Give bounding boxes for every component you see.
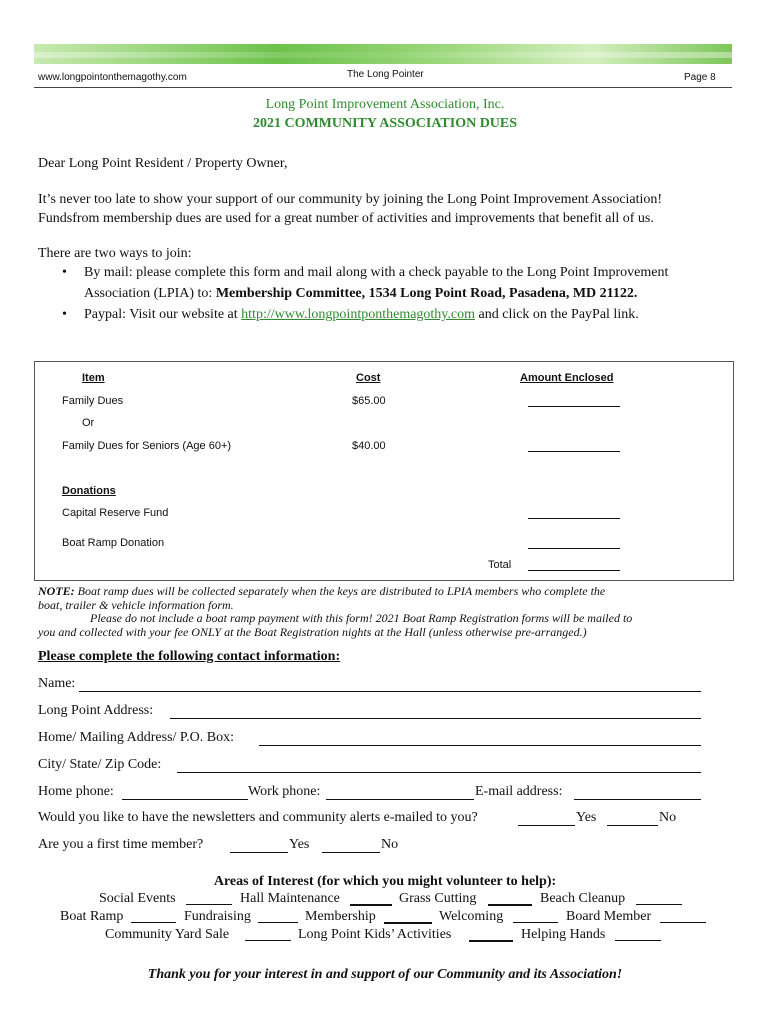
grass-cutting-field[interactable] bbox=[488, 904, 532, 906]
interest-social-events: Social Events bbox=[99, 891, 176, 906]
social-events-field[interactable] bbox=[186, 904, 232, 905]
amount-total-field[interactable] bbox=[528, 570, 620, 571]
interest-grass-cutting: Grass Cutting bbox=[399, 891, 477, 906]
interest-boat-ramp: Boat Ramp bbox=[60, 909, 124, 924]
home-address-label: Home/ Mailing Address/ P.O. Box: bbox=[38, 730, 235, 745]
bullet-dot: • bbox=[62, 265, 67, 280]
page-number: Page 8 bbox=[684, 72, 716, 83]
home-phone-field[interactable] bbox=[122, 799, 248, 800]
row-boat-ramp-donation: Boat Ramp Donation bbox=[62, 537, 165, 549]
interest-kids-activities: Long Point Kids’ Activities bbox=[298, 927, 452, 942]
row-family-dues: Family Dues bbox=[62, 395, 124, 407]
col-amount-header: Amount Enclosed bbox=[520, 372, 614, 384]
mail-address: Membership Committee, 1534 Long Point Road, Pasadena, MD 21122. bbox=[215, 286, 638, 301]
board-member-field[interactable] bbox=[660, 922, 706, 923]
total-label: Total bbox=[488, 559, 512, 571]
interest-board-member: Board Member bbox=[566, 909, 652, 924]
ways-intro: There are two ways to join: bbox=[38, 246, 192, 261]
note-text-1: Boat ramp dues will be collected separately when the keys are distributed to LPIA members who complete the bbox=[74, 584, 606, 598]
newsletter-yes-field[interactable] bbox=[518, 825, 575, 826]
beach-cleanup-field[interactable] bbox=[636, 904, 682, 905]
intro-line-1: It’s never too late to show your support of our community by joining the Long Point Improvement Association! bbox=[38, 192, 663, 207]
note-line-2: boat, trailer & vehicle information form. bbox=[38, 598, 234, 612]
yard-sale-field[interactable] bbox=[245, 940, 291, 941]
amount-family-dues-field[interactable] bbox=[528, 406, 620, 407]
amount-boat-ramp-field[interactable] bbox=[528, 548, 620, 549]
first-time-question: Are you a first time member? bbox=[38, 837, 204, 852]
bullet-dot: • bbox=[62, 307, 67, 322]
greeting: Dear Long Point Resident / Property Owner, bbox=[38, 156, 288, 171]
donations-header: Donations bbox=[62, 485, 116, 497]
newsletter-no-label: No bbox=[659, 810, 677, 825]
name-field[interactable] bbox=[79, 691, 701, 692]
boat-ramp-field[interactable] bbox=[131, 922, 176, 923]
note-line-3: Please do not include a boat ramp payment with this form! 2021 Boat Ramp Registration forms will be mailed to bbox=[90, 611, 633, 625]
newsletter-no-field[interactable] bbox=[607, 825, 658, 826]
interest-yard-sale: Community Yard Sale bbox=[105, 927, 230, 942]
col-item-header: Item bbox=[82, 372, 105, 384]
note-line-1 bbox=[38, 584, 605, 599]
interest-welcoming: Welcoming bbox=[439, 909, 504, 924]
helping-hands-field[interactable] bbox=[615, 940, 661, 941]
paypal-suffix: and click on the PayPal link. bbox=[475, 307, 639, 322]
bullet-mail-line-2 bbox=[84, 286, 637, 302]
home-address-field[interactable] bbox=[259, 745, 701, 746]
paypal-prefix: Paypal: Visit our website at bbox=[84, 307, 242, 322]
interest-membership: Membership bbox=[305, 909, 376, 924]
amount-capital-reserve-field[interactable] bbox=[528, 518, 620, 519]
contact-heading-colon: : bbox=[335, 649, 341, 664]
email-label: E-mail address: bbox=[475, 784, 563, 799]
kids-activities-field[interactable] bbox=[469, 940, 513, 942]
first-time-yes-field[interactable] bbox=[230, 852, 288, 853]
name-label: Name: bbox=[38, 676, 76, 691]
city-state-zip-field[interactable] bbox=[177, 772, 701, 773]
newsletter-question: Would you like to have the newsletters and community alerts e-mailed to you? bbox=[38, 810, 478, 825]
fundraising-field[interactable] bbox=[258, 922, 298, 923]
interest-fundraising: Fundraising bbox=[184, 909, 251, 924]
lp-address-field[interactable] bbox=[170, 718, 701, 719]
org-title: Long Point Improvement Association, Inc. bbox=[265, 97, 505, 112]
first-time-no-label: No bbox=[381, 837, 399, 852]
row-capital-reserve: Capital Reserve Fund bbox=[62, 507, 169, 519]
contact-heading bbox=[38, 649, 340, 665]
interest-hall-maintenance: Hall Maintenance bbox=[240, 891, 340, 906]
interests-heading: Areas of Interest (for which you might volunteer to help): bbox=[213, 874, 557, 889]
first-time-no-field[interactable] bbox=[322, 852, 380, 853]
membership-field[interactable] bbox=[384, 922, 432, 924]
row-senior-dues: Family Dues for Seniors (Age 60+) bbox=[62, 440, 232, 452]
cost-senior-dues: $40.00 bbox=[352, 440, 386, 452]
first-time-yes-label: Yes bbox=[289, 837, 310, 852]
note-line-4: you and collected with your fee ONLY at the Boat Registration nights at the Hall (unless otherwise pre-arranged.) bbox=[38, 625, 587, 639]
intro-line-2: Fundsfrom membership dues are used for a great number of activities and improvements that benefit all of us. bbox=[38, 211, 654, 226]
bullet-mail-line-1: By mail: please complete this form and mail along with a check payable to the Long Point Improvement bbox=[84, 265, 669, 280]
cost-family-dues: $65.00 bbox=[352, 395, 386, 407]
newsletter-name: The Long Pointer bbox=[347, 69, 424, 80]
closing-message: Thank you for your interest in and support of our Community and its Association! bbox=[147, 967, 623, 982]
work-phone-field[interactable] bbox=[326, 799, 474, 800]
work-phone-label: Work phone: bbox=[248, 784, 321, 799]
form-title: 2021 COMMUNITY ASSOCIATION DUES bbox=[252, 116, 518, 131]
email-field[interactable] bbox=[574, 799, 701, 800]
note-label: NOTE: bbox=[38, 584, 75, 598]
contact-heading-text: Please complete the following contact information bbox=[38, 649, 336, 664]
header-banner bbox=[34, 44, 732, 64]
lp-address-label: Long Point Address: bbox=[38, 703, 154, 718]
interest-beach-cleanup: Beach Cleanup bbox=[540, 891, 626, 906]
bullet-paypal bbox=[84, 307, 639, 323]
or-label: Or bbox=[82, 417, 95, 429]
home-phone-label: Home phone: bbox=[38, 784, 114, 799]
mail-prefix: Association (LPIA) to: bbox=[84, 286, 216, 301]
newsletter-yes-label: Yes bbox=[576, 810, 597, 825]
col-cost-header: Cost bbox=[356, 372, 381, 384]
header-divider bbox=[34, 87, 732, 88]
amount-senior-dues-field[interactable] bbox=[528, 451, 620, 452]
website-link[interactable]: http://www.longpointponthemagothy.com bbox=[241, 307, 476, 322]
interest-helping-hands: Helping Hands bbox=[521, 927, 606, 942]
welcoming-field[interactable] bbox=[513, 922, 558, 923]
hall-maintenance-field[interactable] bbox=[350, 904, 392, 906]
city-label: City/ State/ Zip Code: bbox=[38, 757, 162, 772]
header-url: www.longpointonthemagothy.com bbox=[38, 72, 187, 83]
